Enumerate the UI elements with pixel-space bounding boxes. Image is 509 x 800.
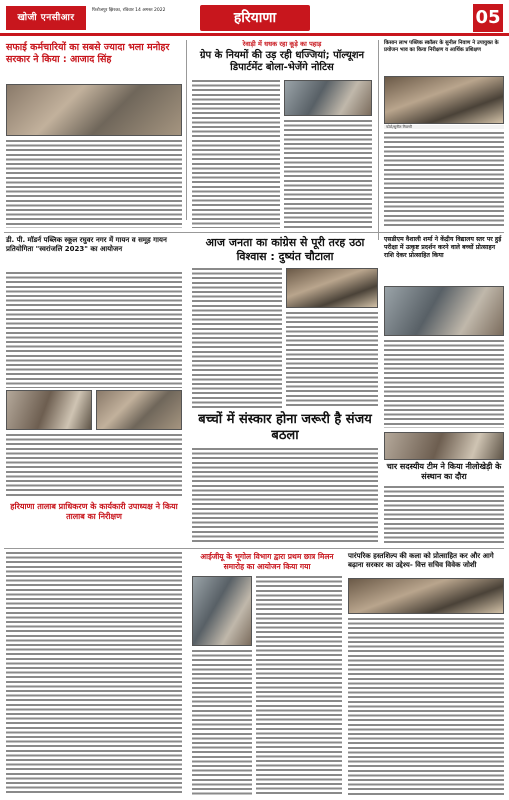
story-body-sdm xyxy=(384,340,504,428)
photo-caption-scholar: फोटो/सुनील निवाणी xyxy=(384,125,504,129)
story-kicker-rewari: रेवाड़ी में धधक रहा कूड़े का पहाड़ xyxy=(242,40,322,48)
row-divider xyxy=(4,232,504,233)
column-divider xyxy=(378,40,379,240)
story-body-handicraft xyxy=(348,618,504,796)
dateline: फिरोजपुर झिरका, रविवार 14 अगस्त 2022 xyxy=(92,8,166,13)
story-photo-rewari xyxy=(284,80,372,116)
column-divider xyxy=(186,40,187,220)
story-body-pond xyxy=(6,552,182,796)
story-headline-sdm: एसडीएम वैशाली शर्मा ने केंद्रीय विद्यालय स्तर पर हुई परीक्षा में उत्कृष्ट प्रदर्शन करने वाले बच्चों प्रोत्साहन राशि देकर प्रोत्साहित किया xyxy=(384,236,502,259)
story-photo-sdm xyxy=(384,286,504,336)
story-body-rewari-a xyxy=(192,80,280,228)
story-body-swaranjali-b xyxy=(6,434,182,498)
story-headline-sanitation: सफाई कर्मचारियों का सबसे ज्यादा भला मनोहर सरकार ने किया : आजाद सिंह xyxy=(6,42,170,65)
story-photo-handicraft xyxy=(348,578,504,614)
story-headline-swaranjali: डी. पी. मॉडर्न पब्लिक स्कूल रघुवर नगर में गायन व समूह गायन प्रतियोगिता "स्वरांजलि 2023" का आयोजन xyxy=(6,236,167,253)
masthead xyxy=(0,0,509,36)
story-photo-sanitation xyxy=(6,84,182,136)
story-photo-scholar xyxy=(384,76,504,124)
story-headline-team: चार सदस्यीय टीम ने किया नीलोखेड़ी के संस्थान का दौरा xyxy=(386,462,502,481)
story-headline-pond: हरियाणा तालाब प्राधिकरण के कार्यकारी उपाध्यक्ष ने किया तालाब का निरीक्षण xyxy=(10,502,178,521)
story-headline-handicraft: पारंपरिक हस्तशिल्प की कला को प्रोत्साहित कर और आगे बढ़ाना सरकार का उद्देश्य- वित्त सचिव विवेक जोशी xyxy=(348,552,494,569)
story-body-sanskar xyxy=(192,448,378,544)
story-headline-igu: आईजीयू के भूगोल विभाग द्वारा प्रथम छात्र मिलन समारोह का आयोजन किया गया xyxy=(200,552,334,571)
story-photo-swaranjali-1 xyxy=(6,390,92,430)
page-number: 05 xyxy=(473,4,503,32)
story-body-swaranjali xyxy=(6,272,182,388)
story-headline-rewari-2: डिपार्टमेंट बोला-भेजेंगे नोटिस xyxy=(230,62,334,73)
story-body-dushyant-a xyxy=(192,268,282,408)
story-photo-team xyxy=(384,432,504,460)
story-body-sanitation xyxy=(6,140,182,228)
story-body-team xyxy=(384,486,504,544)
section-title: हरियाणा xyxy=(200,5,310,31)
story-photo-igu xyxy=(192,576,252,646)
story-body-rewari-b xyxy=(284,120,372,228)
story-headline-rewari-1: ग्रेप के नियमों की उड़ रही धज्जियां; पॉल्यूशन xyxy=(199,50,365,61)
story-headline-sanskar: बच्चों में संस्कार होना जरूरी है संजय बठला xyxy=(198,412,372,443)
story-body-scholar xyxy=(384,132,504,228)
story-body-igu-a xyxy=(256,576,342,796)
story-body-igu-b xyxy=(192,650,252,796)
row-divider xyxy=(4,548,504,549)
story-photo-dushyant xyxy=(286,268,378,308)
story-headline-dushyant: आज जनता का कांग्रेस से पूरी तरह उठा विश्वास : दुष्यंत चौटाला xyxy=(205,236,365,263)
story-body-dushyant-b xyxy=(286,312,378,408)
newspaper-logo: खोजी एनसीआर xyxy=(6,6,86,30)
story-photo-swaranjali-2 xyxy=(96,390,182,430)
story-headline-scholar: किसान लाभ पब्लिक स्कॉलर के सुनील निवाण ने उपायुक्त के प्रयोजन भाव का किया निरीक्षण व आर्थिक प्रशिक्षण xyxy=(384,40,499,53)
